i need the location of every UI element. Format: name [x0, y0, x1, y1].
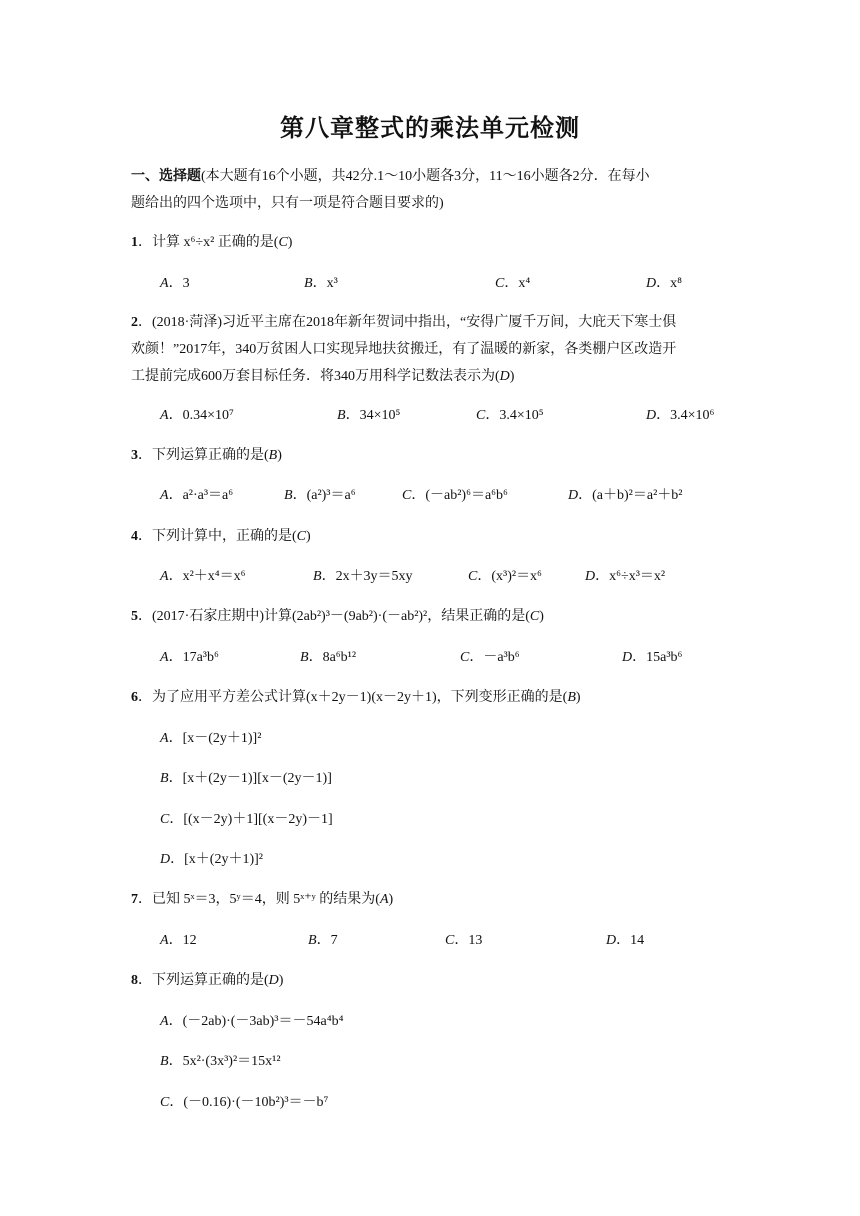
option-b: B．x³ [304, 276, 338, 291]
question-5: 5．(2017·石家庄期中)计算(2ab²)³－(9ab²)·(－ab²)²，结果正确的是(C) [131, 609, 544, 624]
question-4: 4．下列计算中，正确的是(C) [131, 529, 311, 544]
option-b: B．2x＋3y＝5xy [313, 569, 413, 584]
option-d: D．14 [606, 933, 645, 948]
question-1: 1．计算 x⁶÷x² 正确的是(C) [131, 235, 293, 250]
section-instructions-1: (本大题有16个小题，共42分.1～10小题各3分，11～16小题各2分．在每小 [201, 169, 650, 184]
option-c: C．[(x－2y)＋1][(x－2y)－1] [160, 812, 333, 827]
question-stem: ．计算 x⁶÷x² 正确的是 [138, 235, 274, 250]
question-number: 4 [131, 529, 138, 544]
question-number: 2 [131, 315, 138, 330]
option-b: B．5x²·(3x³)²＝15x¹² [160, 1054, 281, 1069]
option-c: C．(x³)²＝x⁶ [468, 569, 542, 584]
question-8: 8．下列运算正确的是(D) [131, 973, 284, 988]
option-a: A．[x－(2y＋1)]² [160, 731, 262, 746]
option-a: A．0.34×10⁷ [160, 408, 234, 423]
answer: B [567, 690, 576, 705]
option-d: D．15a³b⁶ [622, 650, 683, 665]
question-stem-3: 工提前完成600万套目标任务．将340万用科学记数法表示为(D) [131, 369, 515, 384]
option-a: A．12 [160, 933, 197, 948]
option-c: C．x⁴ [495, 276, 531, 291]
question-stem: ．下列运算正确的是 [138, 448, 264, 463]
answer: A [379, 892, 389, 907]
option-c: C．13 [445, 933, 483, 948]
option-c: C．(－ab²)⁶＝a⁶b⁶ [402, 488, 508, 503]
question-number: 8 [131, 973, 138, 988]
question-number: 5 [131, 609, 138, 624]
answer: B [268, 448, 278, 463]
section-header [131, 167, 650, 187]
question-number: 7 [131, 892, 138, 907]
answer: D [499, 369, 510, 384]
option-d: D．x⁶÷x³＝x² [585, 569, 666, 584]
question-stem: ．(2017·石家庄期中)计算(2ab²)³－(9ab²)·(－ab²)²，结果正确的是 [138, 609, 526, 624]
answer: D [268, 973, 279, 988]
option-d: D．3.4×10⁶ [646, 408, 715, 423]
question-3: 3．下列运算正确的是(B) [131, 448, 282, 463]
option-c: C．(－0.16)·(－10b²)³＝－b⁷ [160, 1095, 329, 1110]
question-stem-1: ．(2018·菏泽)习近平主席在2018年新年贺词中指出，“安得广厦千万间，大庇天下寒士俱 [138, 315, 677, 330]
answer: C [296, 529, 307, 544]
option-b: B．8a⁶b¹² [300, 650, 357, 665]
question-number: 1 [131, 235, 138, 250]
question-number: 3 [131, 448, 138, 463]
option-a: A．x²＋x⁴＝x⁶ [160, 569, 246, 584]
option-b: B．(a²)³＝a⁶ [284, 488, 356, 503]
question-6: 6．为了应用平方差公式计算(x＋2y－1)(x－2y＋1)，下列变形正确的是(B) [131, 690, 581, 705]
option-a: A．17a³b⁶ [160, 650, 219, 665]
question-7: 7．已知 5ˣ＝3，5ʸ＝4，则 5ˣ⁺ʸ 的结果为(A) [131, 892, 394, 907]
question-stem: ．已知 5ˣ＝3，5ʸ＝4，则 5ˣ⁺ʸ 的结果为 [138, 892, 376, 907]
question-2 [131, 313, 676, 333]
answer: C [529, 609, 540, 624]
option-b: B．[x＋(2y－1)][x－(2y－1)] [160, 771, 332, 786]
question-stem: ．下列计算中，正确的是 [138, 529, 292, 544]
option-b: B．34×10⁵ [337, 408, 401, 423]
question-stem-2: 欢颜！”2017年，340万贫困人口实现异地扶贫搬迁，有了温暖的新家，各类棚户区改造开 [131, 342, 677, 357]
option-b: B．7 [308, 933, 338, 948]
question-stem: ．为了应用平方差公式计算(x＋2y－1)(x－2y＋1)，下列变形正确的是 [138, 690, 563, 705]
option-c: C．－a³b⁶ [460, 650, 520, 665]
section-instructions-2: 题给出的四个选项中，只有一项是符合题目要求的) [131, 196, 444, 211]
option-c: C．3.4×10⁵ [476, 408, 544, 423]
answer: C [278, 235, 288, 250]
option-d: D．(a＋b)²＝a²＋b² [568, 488, 683, 503]
option-a: A．(－2ab)·(－3ab)³＝－54a⁴b⁴ [160, 1014, 344, 1029]
option-a: A．a²·a³＝a⁶ [160, 488, 234, 503]
option-d: D．[x＋(2y＋1)]² [160, 852, 263, 867]
page-title: 第八章整式的乘法单元检测 [280, 114, 580, 142]
question-stem: ．下列运算正确的是 [138, 973, 264, 988]
question-number: 6 [131, 690, 138, 705]
option-d: D．x⁸ [646, 276, 683, 291]
section-label: 一、选择题 [131, 169, 201, 184]
option-a: A．3 [160, 276, 190, 291]
